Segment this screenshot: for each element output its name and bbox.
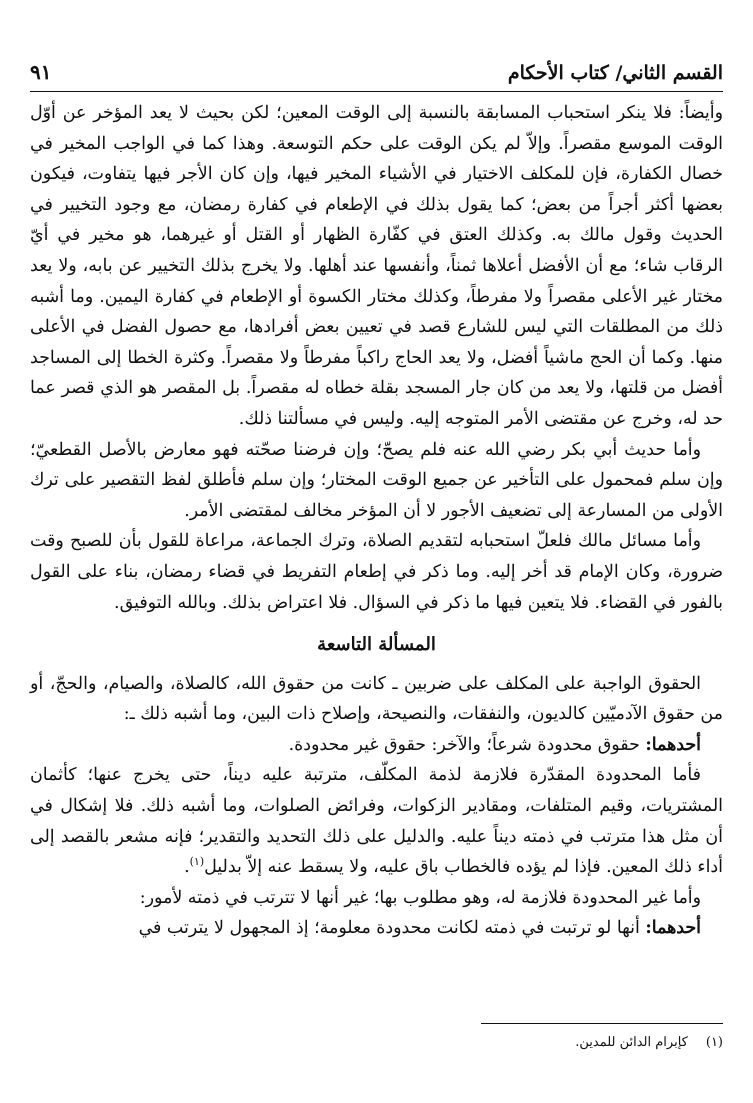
running-title: القسم الثاني/ كتاب الأحكام: [507, 62, 723, 84]
item-two: [30, 913, 723, 944]
footnote-reference: (١): [189, 855, 205, 869]
paragraph-section-intro: الحقوق الواجبة على المكلف على ضربين ـ كانت من حقوق الله، كالصلاة، والصيام، والحجّ، أو من حقوق الآدميّين كالديون، والنفقات، والنصيحة، وإصلاح ذات البين، وما أشبه ذلك ـ:: [30, 673, 723, 725]
section-title: المسألة التاسعة: [317, 634, 436, 656]
footnote-text: كإبرام الدائن للمدين.: [575, 1035, 688, 1050]
footnote: [30, 1033, 723, 1053]
main-text: [30, 98, 723, 944]
header-rule: [30, 91, 723, 92]
item-two-label: أحدهما:: [645, 918, 701, 939]
page-number: ٩١: [30, 60, 52, 84]
paragraph-abu-bakr-hadith: وأما حديث أبي بكر رضي الله عنه فلم يصحّ؛ وإن فرضنا صحّته فهو معارض بالأصل القطعيّ؛ وإن سلم فمحمول على التأخير عن جميع الوقت المختار؛ وإن سلم فأطلق لفظ التقصير على ترك الأولى من المسارعة إلى تضعيف الأجور لا أن المؤخر مخالف لمقتضى الأمر.: [30, 439, 723, 521]
paragraph-limited-text: فأما المحدودة المقدّرة فلازمة لذمة المكلّف، مترتبة عليه ديناً، حتى يخرج عنها؛ كأثمان المشتريات، وقيم المتلفات، ومقادير الزكوات، وفرائض الصلوات، وما أشبه ذلك. فلا إشكال في أن مثل هذا مترتب في ذمته ديناً عليه. والدليل على ذلك التحديد والتقدير؛ فإنه مشعر بالقصد إلى أداء ذلك المعين. فإذا لم يؤده فالخطاب باق عليه، ولا يسقط عنه إلاّ بدليل: [30, 765, 723, 878]
item-two-text: أنها لو ترتبت في ذمته لكانت محدودة معلومة؛ إذ المجهول لا يترتب في: [138, 918, 646, 939]
paragraph-malik-issues: وأما مسائل مالك فلعلّ استحبابه لتقديم الصلاة، وترك الجماعة، مراعاة للقول بأن للصبح وقت ضرورة، وكان الإمام قد أخر إليه. وما ذكر في إطعام التفريط في قضاء رمضان، بناء على القول بالفور في القضاء. فلا يتعين فيها ما ذكر في السؤال. فلا اعتراض بذلك. وبالله التوفيق.: [30, 531, 723, 613]
footnote-rule: [481, 1023, 723, 1024]
paragraph-additionally: وأيضاً: فلا ينكر استحباب المسابقة بالنسبة إلى الوقت المعين؛ لكن بحيث لا يعد المؤخر عن أوّل الوقت الموسع مقصراً. وإلاّ لم يكن الوقت على حكم التوسعة. وهذا كما في الواجب المخير في خصال الكفارة، فإن للمكلف الاختيار في الأشياء المخير فيها، وإن كان الأجر فيها يتفاوت، فيكون بعضها أكثر أجراً من بعض؛ كما يقول بذلك في الإطعام في كفارة رمضان، مع وجود التخيير في الحديث وقول مالك به. وكذلك العتق في كفّارة الظهار أو القتل أو غيرهما، هو مخير في أيّ الرقاب شاء؛ مع أن الأفضل أعلاها ثمناً، وأنفسها عند أهلها. ولا يخرج بذلك التخيير عن بابه، ولا يعد مختار غير الأعلى مقصراً ولا مفرطاً، وكذلك مختار الكسوة أو الإطعام في كفارة اليمين. وما أشبه ذلك من المطلقات التي ليس للشارع قصد في تعيين بعض أفرادها، مع حصول الفضل في الأعلى منها. وكما أن الحج ماشياً أفضل، ولا يعد الحاج راكباً مفرطاً ولا مقصراً. وكثرة الخطا إلى المساجد أفضل من قلتها، ولا يعد من كان جار المسجد بقلة خطاه له مقصراً. بل المقصر هو الذي قصر عما حد له، وخرج عن مقتضى الأمر المتوجه إليه. وليس في مسألتنا ذلك.: [30, 103, 723, 429]
page-header: [30, 60, 723, 90]
sentence-end: .: [184, 857, 190, 878]
paragraph-unlimited-rights: وأما غير المحدودة فلازمة له، وهو مطلوب بها؛ غير أنها لا تترتب في ذمته لأمور:: [139, 887, 701, 908]
footnote-number: (١): [705, 1035, 723, 1050]
item-one: [30, 730, 723, 761]
item-one-label: أحدهما:: [645, 734, 701, 755]
item-one-text: حقوق محدودة شرعاً؛ والآخر: حقوق غير محدودة.: [288, 734, 646, 755]
paragraph-limited-rights: [30, 760, 723, 882]
